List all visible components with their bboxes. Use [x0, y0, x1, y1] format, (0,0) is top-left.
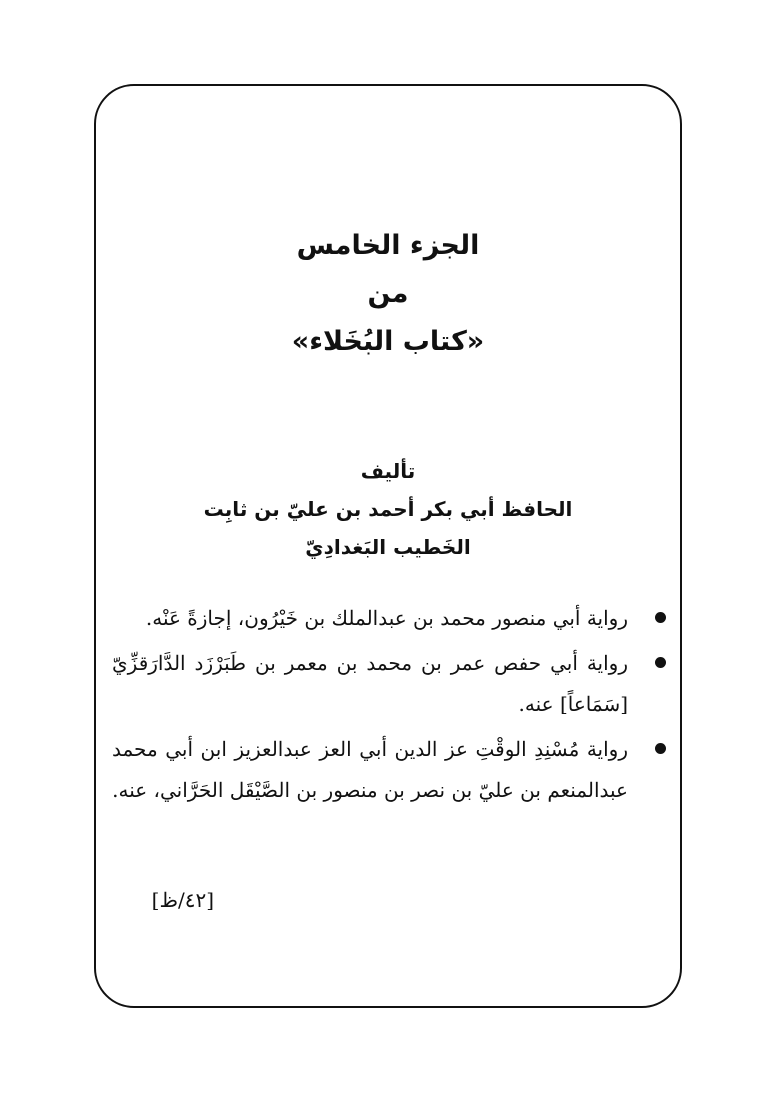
book-title-block: [94, 222, 682, 366]
part-title: الجزء الخامس: [296, 230, 480, 261]
author-name: الحافظ أبي بكر أحمد بن عليّ بن ثابِت: [203, 497, 573, 521]
folio-reference: [٤٢/ظ]: [151, 888, 214, 912]
bullet-icon: [655, 657, 666, 668]
list-item: [112, 729, 668, 811]
list-item: [112, 643, 668, 725]
book-title: «كتاب البُخَلاء»: [291, 326, 485, 357]
transmission-list: [112, 598, 668, 815]
authorship-label: تأليف: [360, 459, 416, 483]
transmission-text: رواية أبي حفص عمر بن محمد بن معمر بن طَبَرْزَد الدَّارَقزِّيّ [سَمَاعاً] عنه.: [112, 651, 628, 716]
folio-reference-row: [94, 880, 682, 920]
author-block: [94, 452, 682, 566]
bullet-icon: [655, 743, 666, 754]
author-nisba: الخَطيب البَغدادِيّ: [305, 535, 471, 559]
bullet-icon: [655, 612, 666, 623]
transmission-text: رواية مُسْنِدِ الوقْتِ عز الدين أبي العز عبدالعزيز ابن أبي محمد عبدالمنعم بن عليّ بن نصر بن منصور بن الصَّيْقَل الحَرَّاني، عنه.: [112, 737, 628, 802]
title-connector: من: [367, 278, 409, 309]
transmission-text: رواية أبي منصور محمد بن عبدالملك بن خَيْرُون، إجازةً عَنْه.: [145, 606, 628, 630]
list-item: [112, 598, 668, 639]
